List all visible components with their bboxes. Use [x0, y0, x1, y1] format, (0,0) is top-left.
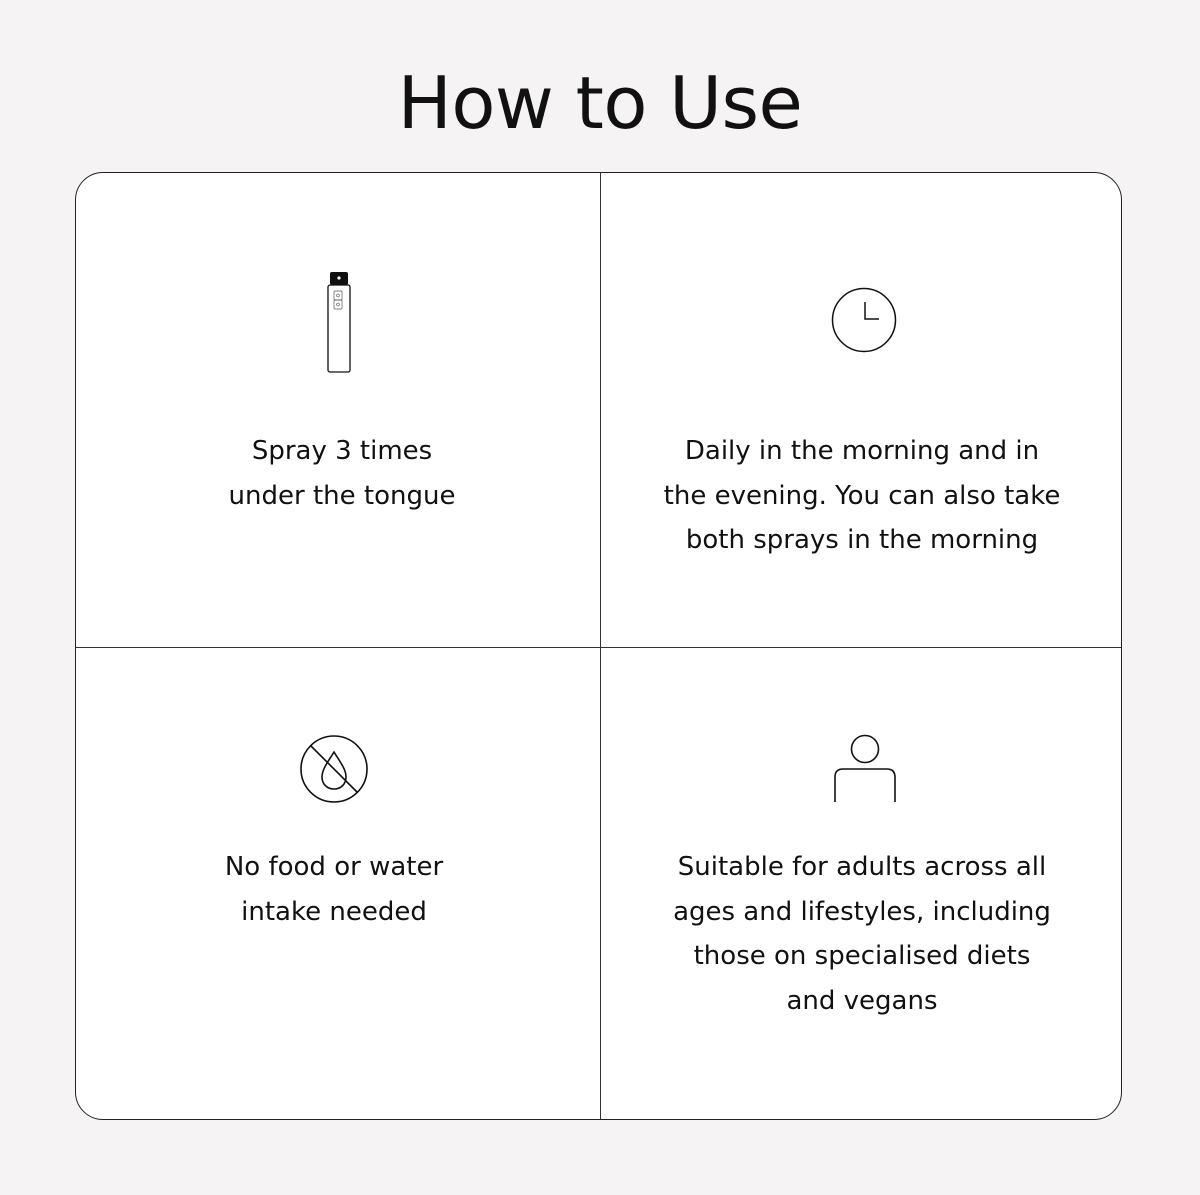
step-text-spray: Spray 3 times under the tongue	[228, 436, 456, 511]
step-text-timing: Daily in the morning and in the evening. You can also take both sprays in the morning	[663, 436, 1061, 555]
step-text-no-intake: No food or water intake needed	[224, 852, 444, 927]
person-icon	[832, 732, 898, 804]
step-card-suitability	[601, 648, 1122, 1120]
spray-bottle-icon	[322, 269, 362, 379]
no-water-icon	[297, 732, 371, 806]
step-card-timing	[601, 173, 1122, 647]
step-card-no-intake	[76, 648, 600, 1120]
how-to-use-grid	[75, 172, 1122, 1120]
step-card-spray	[76, 173, 600, 647]
step-text-suitability: Suitable for adults across all ages and lifestyles, including those on specialised diets and vegans	[673, 852, 1051, 1016]
clock-icon	[829, 285, 899, 355]
page-title: How to Use	[397, 61, 803, 145]
